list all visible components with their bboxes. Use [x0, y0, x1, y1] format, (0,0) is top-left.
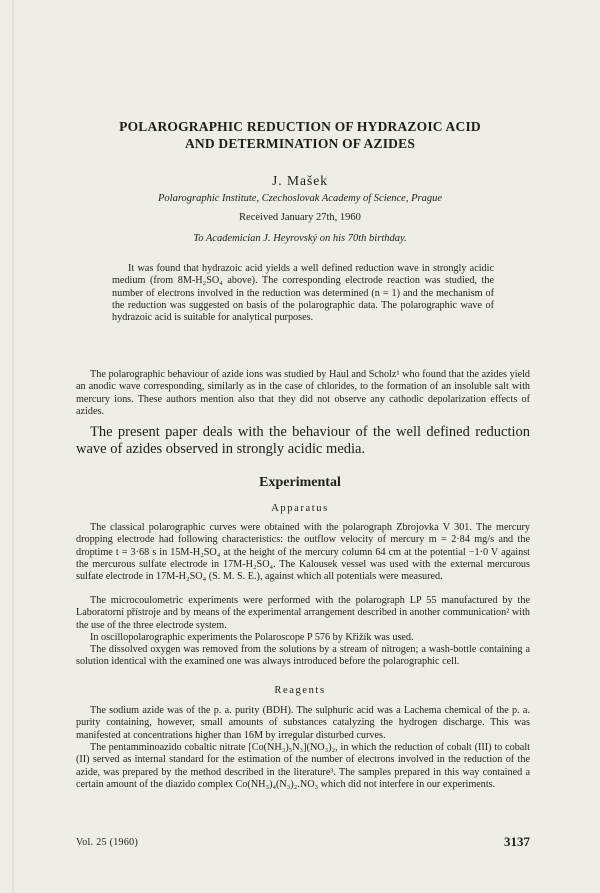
reagents-paragraph-1: The sodium azide was of the p. a. purity (BDH). The sulphuric acid was a Lachema chemical of the p. a. purity containing, however, small amounts of substances catalyzing the hydrogen discharge. This was manifested at concentrations higher than 16M by irregular disturbed curves. [76, 705, 530, 741]
apparatus-paragraph-2: The microcoulometric experiments were performed with the polarograph LP 55 manufactured by the Laboratorní přístroje and by means of the experimental arrangement described in another communication² with the use of the three electrode system. [76, 595, 530, 631]
intro-paragraph-2: The present paper deals with the behaviour of the well defined reduction wave of azides observed in strongly acidic media. [76, 424, 530, 457]
apparatus-paragraph-3: In oscillopolarographic experiments the Polaroscope P 576 by Křižík was used. [90, 632, 414, 643]
author-affiliation: Polarographic Institute, Czechoslovak Academy of Science, Prague [157, 193, 442, 204]
abstract: It was found that hydrazoic acid yields a well defined reduction wave in strongly acidic medium (from 8M-H₂SO₄ above). The corresponding electrode reaction was studied, the number of electrons involved in the reduction was determined (n = 1) and the mechanism of the reduction was suggested on basis of the polarographic data. The polarographic wave of hydrazoic acid is suitable for analytical purposes. [112, 263, 494, 324]
apparatus-paragraph-4: The dissolved oxygen was removed from the solutions by a stream of nitrogen; a wash-bottle containing a solution identical with the examined one was always introduced before the polarographic cell. [76, 644, 530, 668]
footer-volume: Vol. 25 (1960) [76, 837, 139, 848]
author-name: J. Mašek [272, 173, 328, 188]
footer-page-number: 3137 [504, 834, 530, 849]
received-date: Received January 27th, 1960 [239, 212, 361, 223]
paper-title [60, 118, 540, 152]
page-fold-shadow [12, 0, 14, 893]
title-line-2: AND DETERMINATION OF AZIDES [184, 136, 416, 151]
dedication: To Academician J. Heyrovský on his 70th birthday. [193, 233, 407, 244]
title-line-1: POLAROGRAPHIC REDUCTION OF HYDRAZOIC ACID [119, 119, 481, 134]
reagents-paragraph-2: The pentamminoazido cobaltic nitrate [Co(NH₃)₅N₃](NO₃)₂, in which the reduction of cobalt (III) to cobalt (II) served as internal standard for the estimation of the number of electrons involved in the reduction of the azide, was prepared by the method described in the literature³. The samples prepared in this way contained a certain amount of the diazido complex Co(NH₃)₄(N₃)₂.NO₃ which did not interfere in our experiments. [76, 742, 530, 790]
intro-paragraph-1: The polarographic behaviour of azide ions was studied by Haul and Scholz¹ who found that the azides yield an anodic wave corresponding, similarly as in the case of chlorides, to the formation of an insoluble salt with mercury ions. These authors mention also that they did not observe any cathodic depolarization effects of azides. [76, 369, 530, 417]
subsection-heading-reagents: Reagents [274, 685, 326, 696]
subsection-heading-apparatus: Apparatus [271, 503, 329, 514]
apparatus-paragraph-1: The classical polarographic curves were obtained with the polarograph Zbrojovka V 301. The mercury dropping electrode had following characteristics: the outflow velocity of mercury m = 2·84 mg/s and the droptime t = 3·68 s in 15M-H₂SO₄ at the height of the mercury column 64 cm at the potential −1·0 V against the mercurous sulfate electrode in 17M-H₂SO₄. The Kalousek vessel was used with the external mercurous sulfate electrode in 17M-H₂SO₄ (S. M. S. E.), against which all potentials were measured. [76, 522, 530, 583]
section-heading-experimental: Experimental [259, 475, 341, 490]
